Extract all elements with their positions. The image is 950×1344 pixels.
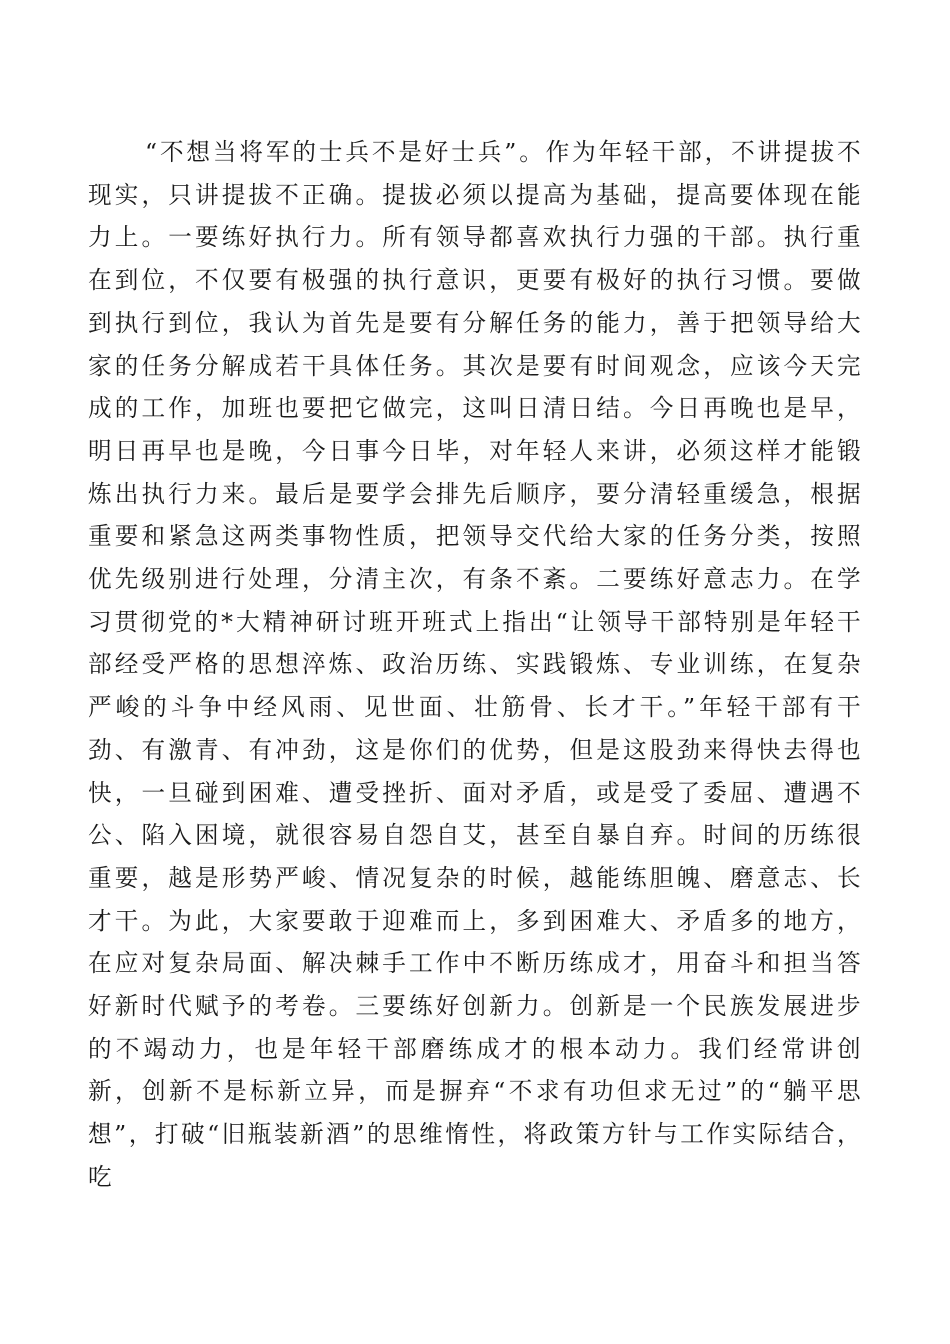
body-paragraph: “不想当将军的士兵不是好士兵”。作为年轻干部，不讲提拔不现实，只讲提拔不正确。提拔必须以提高为基础，提高要体现在能力上。一要练好执行力。所有领导都喜欢执行力强的干部。执行重在到位，不仅要有极强的执行意识，更要有极好的执行习惯。要做到执行到位，我认为首先是要有分解任务的能力，善于把领导给大家的任务分解成若干具体任务。其次是要有时间观念，应该今天完成的工作，加班也要把它做完，这叫日清日结。今日再晚也是早，明日再早也是晚，今日事今日毕，对年轻人来讲，必须这样才能锻炼出执行力来。最后是要学会排先后顺序，要分清轻重缓急，根据重要和紧急这两类事物性质，把领导交代给大家的任务分类，按照优先级别进行处理，分清主次，有条不紊。二要练好意志力。在学习贯彻党的*大精神研讨班开班式上指出“让领导干部特别是年轻干部经受严格的思想淬炼、政治历练、实践锻炼、专业训练，在复杂严峻的斗争中经风雨、见世面、壮筋骨、长才干。”年轻干部有干劲、有激青、有冲劲，这是你们的优势，但是这股劲来得快去得也快，一旦碰到困难、遭受挫折、面对矛盾，或是受了委屈、遭遇不公、陷入困境，就很容易自怨自艾，甚至自暴自弃。时间的历练很重要，越是形势严峻、情况复杂的时候，越能练胆魄、磨意志、长才干。为此，大家要敢于迎难而上，多到困难大、矛盾多的地方，在应对复杂局面、解决棘手工作中不断历练成才，用奋斗和担当答好新时代赋予的考卷。三要练好创新力。创新是一个民族发展进步的不竭动力，也是年轻干部磨练成才的根本动力。我们经常讲创新，创新不是标新立异，而是摒弃“不求有功但求无过”的“躺平思想”，打破“旧瓶装新酒”的思维惰性，将政策方针与工作实际结合，吃 [88,138,863,1191]
